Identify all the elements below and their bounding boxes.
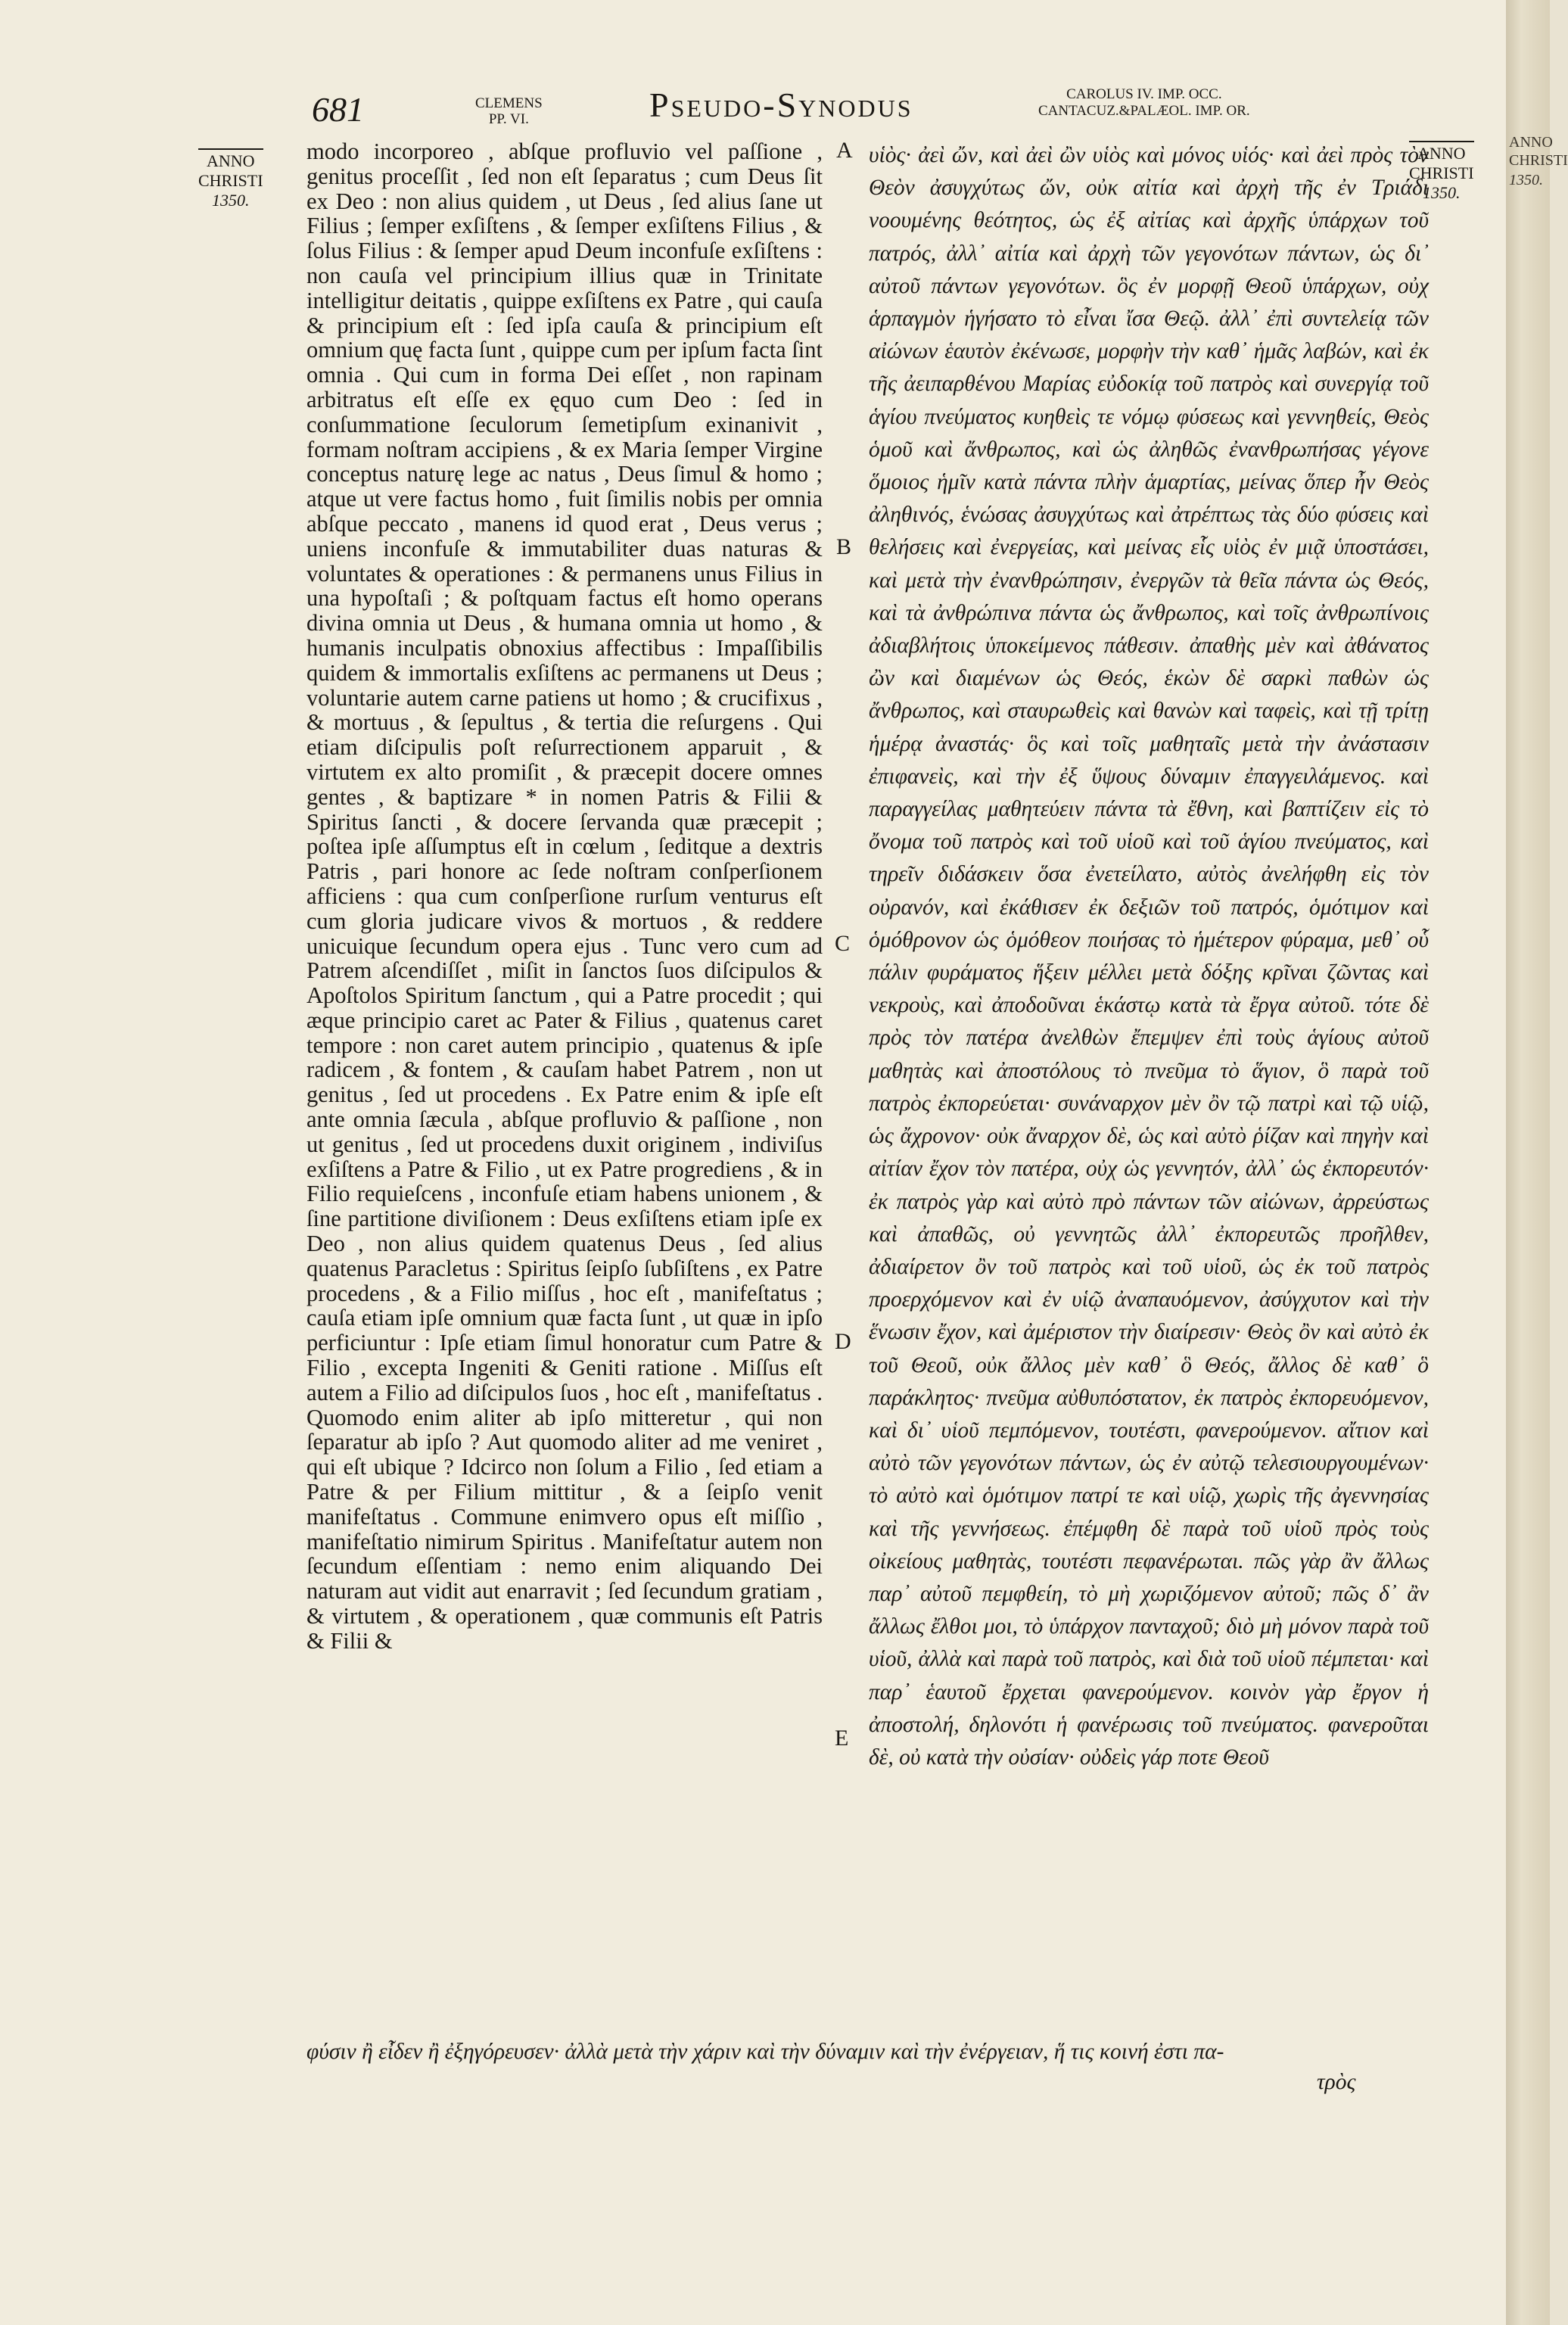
section-marker-a: A — [836, 138, 853, 163]
section-marker-d: D — [835, 1329, 851, 1354]
margin-christi-left: CHRISTI — [198, 171, 263, 190]
latin-column: modo incorporeo , abſque profluvio vel paſſione , genitus proceſſit , ſed non eſt ſeparatus ; cum Deus ſit ex Deo : non alius quidem , ut Deus , ſed alius ſane ut Filius ; ſemper exſiſtens , & ſemper exſiſtens Filius , & ſolus Filius : & ſemper apud Deum inconfuſe exſiſtens : non cauſa vel principium illius quæ in Trinitate intelligitur deitatis , quippe exſiſtens ex Patre , qui cauſa & principium eſt : ſed ipſa cauſa & principium eſt omnium quę facta ſunt , quippe cum per ipſum facta ſint omnia . Qui cum in forma Dei eſſet , non rapinam arbitratus eſt eſſe ex ęquo cum Deo : ſed in conſummatione ſeculorum ſemetipſum exinanivit , formam noſtram accipiens , & ex Maria ſemper Virgine conceptus naturę lege ac natus , Deus ſimul & homo ; atque ut vere factus homo , fuit ſimilis nobis per omnia abſque peccato , manens id quod erat , Deus verus ; uniens inconfuſe & immutabiliter duas naturas & voluntates & operationes : & permanens unus Filius in una hypoſtaſi ; & poſtquam factus eſt homo operans divina omnia ut Deus , & humana omnia ut homo , & humanis inculpatis obnoxius affectibus : Impaſſibilis quidem & immortalis exſiſtens ac permanens ut Deus ; voluntarie autem carne patiens ut homo ; & crucifixus , & mortuus , & ſepultus , & tertia die reſurgens . Qui etiam diſcipulis poſt reſurrectionem apparuit , & virtutem ex alto promiſit , & præcepit docere omnes gentes , & baptizare * in nomen Patris & Filii & Spiritus ſancti , & docere ſervanda quæ præcepit ; poſtea ipſe aſſumptus eſt in cœlum , ſeditque a dextris Patris , pari honore ac ſede noſtram conſperſionem afficiens : qua cum conſperſione rurſum venturus eſt cum gloria judicare vivos & mortuos , & reddere unicuique ſecundum opera ejus . Tunc vero cum ad Patrem aſcendiſſet , miſit in ſanctos ſuos diſcipulos & Apoſtolos Spiritum ſanctum , qui a Patre procedit ; qui æque principio caret ac Pater & Filius , quatenus caret tempore : non caret autem principio , quatenus & ipſe radicem , & fontem , & cauſam habet Patrem , non ut genitus , ſed ut procedens . Ex Patre enim & ipſe eſt ante omnia ſæcula , abſque profluvio & paſſione , non ut genitus , ſed ut procedens duxit originem , indiviſus exſiſtens a Patre & Filio , ut ex Patre progrediens , & in Filio requieſcens , inconfuſe etiam habens unionem , & ſine partitione diviſionem : Deus exſiſtens etiam ipſe ex Deo , non alius quidem quatenus Deus , ſed alius quatenus Paracletus : Spiritus ſeipſo ſubſiſtens , ex Patre procedens , & a Filio miſſus , hoc eſt , manifeſtatus ; cauſa etiam ipſe omnium quæ facta ſunt , ut quæ in ipſo perficiuntur : Ipſe etiam ſimul honoratur cum Patre & Filio , excepta Ingeniti & Geniti ratione . Miſſus eſt autem a Filio ad diſcipulos ſuos , hoc eſt , manifeſtatus . Quomodo enim aliter ab ipſo mitteretur , qui non ſeparatur ab ipſo ? Aut quomodo aliter ad me veniret , qui eſt ubique ? Idcirco non ſolum a Filio , ſed etiam a Patre & per Filium mittitur , & a ſeipſo venit manifeſtatus . Commune enimvero opus eſt miſſio , manifeſtatio nimirum Spiritus . Manifeſtatur autem non ſecundum eſſentiam : nemo enim aliquando Dei naturam aut vidit aut enarravit ; ſed ſecundum gratiam , & virtutem , & operationem , quæ communis eſt Patris & Filii & — [306, 139, 823, 1654]
running-head-right-line2: CANTACUZ.&PALÆOL. IMP. OR. — [1038, 103, 1250, 119]
greek-footer-line: φύσιν ἢ εἶδεν ἢ ἐξηγόρευσεν· ἀλλὰ μετὰ τὴν χάριν καὶ τὴν δύναμιν καὶ τὴν ἐνέργειαν, ἥ τις κοινή ἐστι πα- — [306, 2040, 1224, 2064]
section-marker-b: B — [836, 534, 852, 559]
running-head-left-line1: CLEMENS — [475, 95, 543, 111]
section-marker-e: E — [835, 1726, 849, 1751]
catchword: τρὸς — [1317, 2070, 1356, 2094]
gutter-year: 1350. — [1509, 172, 1543, 188]
margin-anno-right: ANNO — [1409, 141, 1474, 163]
margin-year-left — [198, 148, 263, 210]
margin-year-value-right: 1350. — [1423, 183, 1461, 202]
gutter-christi: CHRISTI — [1509, 152, 1568, 169]
page-number: 681 — [312, 90, 364, 129]
margin-christi-right: CHRISTI — [1409, 163, 1474, 182]
running-head-left-line2: PP. VI. — [488, 111, 529, 127]
gutter-anno: ANNO — [1509, 134, 1553, 151]
page-title: Pseudo-Synodus — [649, 86, 913, 124]
margin-year-value-left: 1350. — [212, 191, 250, 210]
running-head-right-line1: CAROLUS IV. IMP. OCC. — [1066, 86, 1222, 102]
section-marker-c: C — [835, 931, 851, 956]
adjacent-page-edge — [1506, 0, 1568, 2325]
margin-anno-left: ANNO — [198, 148, 263, 171]
running-head-left — [475, 95, 543, 127]
running-head-right — [1038, 86, 1250, 120]
greek-column: υἱὸς· ἀεὶ ὤν, καὶ ἀεὶ ὢν υἱὸς καὶ μόνος υἱός· καὶ ἀεὶ πρὸς τὸν Θεὸν ἀσυγχύτως ὤν, οὐκ αἰτία καὶ ἀρχὴ τῆς ἐν Τριάδι νοουμένης θεότητος, ὡς ἐξ αἰτίας καὶ ἀρχῆς ὑπάρχων τοῦ πατρός, ἀλλ᾽ αἰτία καὶ ἀρχὴ τῶν γεγονότων πάντων, ὡς δι᾽ αὐτοῦ πάντων γεγονότων. ὃς ἐν μορφῇ Θεοῦ ὑπάρχων, οὐχ ἁρπαγμὸν ἡγήσατο τὸ εἶναι ἴσα Θεῷ. ἀλλ᾽ ἐπὶ συντελείᾳ τῶν αἰώνων ἑαυτὸν ἐκένωσε, μορφὴν τὴν καθ᾽ ἡμᾶς λαβών, καὶ ἐκ τῆς ἀειπαρθένου Μαρίας εὐδοκίᾳ τοῦ πατρὸς καὶ συνεργίᾳ τοῦ ἁγίου πνεύματος κυηθεὶς τε νόμῳ φύσεως καὶ γεννηθείς, Θεὸς ὁμοῦ καὶ ἄνθρωπος, καὶ ὡς ἀληθῶς ἐνανθρωπήσας γέγονε ὅμοιος ἡμῖν κατὰ πάντα πλὴν ἁμαρτίας, μείνας ὅπερ ἦν Θεὸς ἀληθινός, ἑνώσας ἀσυγχύτως καὶ ἀτρέπτως τὰς δύο φύσεις καὶ θελήσεις καὶ ἐνεργείας, καὶ μείνας εἷς υἱὸς ἐν μιᾷ ὑποστάσει, καὶ μετὰ τὴν ἐνανθρώπησιν, ἐνεργῶν τὰ θεῖα πάντα ὡς Θεός, καὶ τὰ ἀνθρώπινα πάντα ὡς ἄνθρωπος, καὶ τοῖς ἀνθρωπίνοις ἀδιαβλήτοις ὑποκείμενος πάθεσιν. ἀπαθὴς μὲν καὶ ἀθάνατος ὢν καὶ διαμένων ὡς Θεός, ἑκὼν δὲ σαρκὶ παθὼν ὡς ἄνθρωπος, καὶ σταυρωθεὶς καὶ θανὼν καὶ ταφεὶς, καὶ τῇ τρίτῃ ἡμέρᾳ ἀναστάς· ὃς καὶ τοῖς μαθηταῖς μετὰ τὴν ἀνάστασιν ἐπιφανεὶς, καὶ τὴν ἐξ ὕψους δύναμιν ἐπαγγειλάμενος. καὶ παραγγείλας μαθητεύειν πάντα τὰ ἔθνη, καὶ βαπτίζειν εἰς τὸ ὄνομα τοῦ πατρὸς καὶ τοῦ υἱοῦ καὶ τοῦ ἁγίου πνεύματος, καὶ τηρεῖν διδάσκειν ὅσα ἐνετείλατο, αὐτὸς ἀνελήφθη εἰς τὸν οὐρανόν, καὶ ἐκάθισεν ἐκ δεξιῶν τοῦ πατρός, ὁμότιμον καὶ ὁμόθρονον ὡς ὁμόθεον ποιήσας τὸ ἡμέτερον φύραμα, μεθ᾽ οὗ πάλιν φυράματος ἥξειν μέλλει μετὰ δόξης κρῖναι ζῶντας καὶ νεκροὺς, καὶ ἀποδοῦναι ἑκάστῳ κατὰ τὰ ἔργα αὐτοῦ. τότε δὲ πρὸς τὸν πατέρα ἀνελθὼν ἔπεμψεν ἐπὶ τοὺς ἁγίους αὐτοῦ μαθητὰς καὶ ἀποστόλους τὸ πνεῦμα τὸ ἅγιον, ὃ παρὰ τοῦ πατρὸς ἐκπορεύεται· συνάναρχον μὲν ὂν τῷ πατρὶ καὶ τῷ υἱῷ, ὡς ἄχρονον· οὐκ ἄναρχον δὲ, ὡς καὶ αὐτὸ ῥίζαν καὶ πηγὴν καὶ αἰτίαν ἔχον τὸν πατέρα, οὐχ ὡς γεννητόν, ἀλλ᾽ ὡς ἐκπορευτόν· ἐκ πατρὸς γὰρ καὶ αὐτὸ πρὸ πάντων τῶν αἰώνων, ἀρρεύστως καὶ ἀπαθῶς, οὐ γεννητῶς ἀλλ᾽ ἐκπορευτῶς προῆλθεν, ἀδιαίρετον ὂν τοῦ πατρὸς καὶ τοῦ υἱοῦ, ὡς ἐκ τοῦ πατρὸς προερχόμενον καὶ ἐν υἱῷ ἀναπαυόμενον, ἀσύγχυτον καὶ τὴν ἕνωσιν ἔχον, καὶ ἀμέριστον τὴν διαίρεσιν· Θεὸς ὂν καὶ αὐτὸ ἐκ τοῦ Θεοῦ, οὐκ ἄλλος μὲν καθ᾽ ὃ Θεός, ἄλλος δὲ καθ᾽ ὃ παράκλητος· πνεῦμα αὐθυπόστατον, ἐκ πατρὸς ἐκπορευόμενον, καὶ δι᾽ υἱοῦ πεμπόμενον, τουτέστι, φανερούμενον. αἴτιον καὶ αὐτὸ τῶν γεγονότων πάντων, ὡς ἐν αὐτῷ τελεσιουργουμένων· τὸ αὐτὸ καὶ ὁμότιμον πατρί τε καὶ υἱῷ, χωρὶς τῆς ἀγεννησίας καὶ τῆς γεννήσεως. ἐπέμφθη δὲ παρὰ τοῦ υἱοῦ πρὸς τοὺς οἰκείους μαθητὰς, τουτέστι πεφανέρωται. πῶς γὰρ ἂν ἄλλως παρ᾽ αὐτοῦ πεμφθείη, τὸ μὴ χωριζόμενον αὐτοῦ; πῶς δ᾽ ἂν ἄλλως ἔλθοι μοι, τὸ ὑπάρχον πανταχοῦ; διὸ μὴ μόνον παρὰ τοῦ υἱοῦ, ἀλλὰ καὶ παρὰ τοῦ πατρὸς, καὶ διὰ τοῦ υἱοῦ πέμπεται· καὶ παρ᾽ ἑαυτοῦ ἔρχεται φανερούμενον. κοινὸν γὰρ ἔργον ἡ ἀποστολή, δηλονότι ἡ φανέρωσις τοῦ πνεύματος. φανεροῦται δὲ, οὐ κατὰ τὴν οὐσίαν· οὐδεὶς γάρ ποτε Θεοῦ — [869, 143, 1429, 1769]
